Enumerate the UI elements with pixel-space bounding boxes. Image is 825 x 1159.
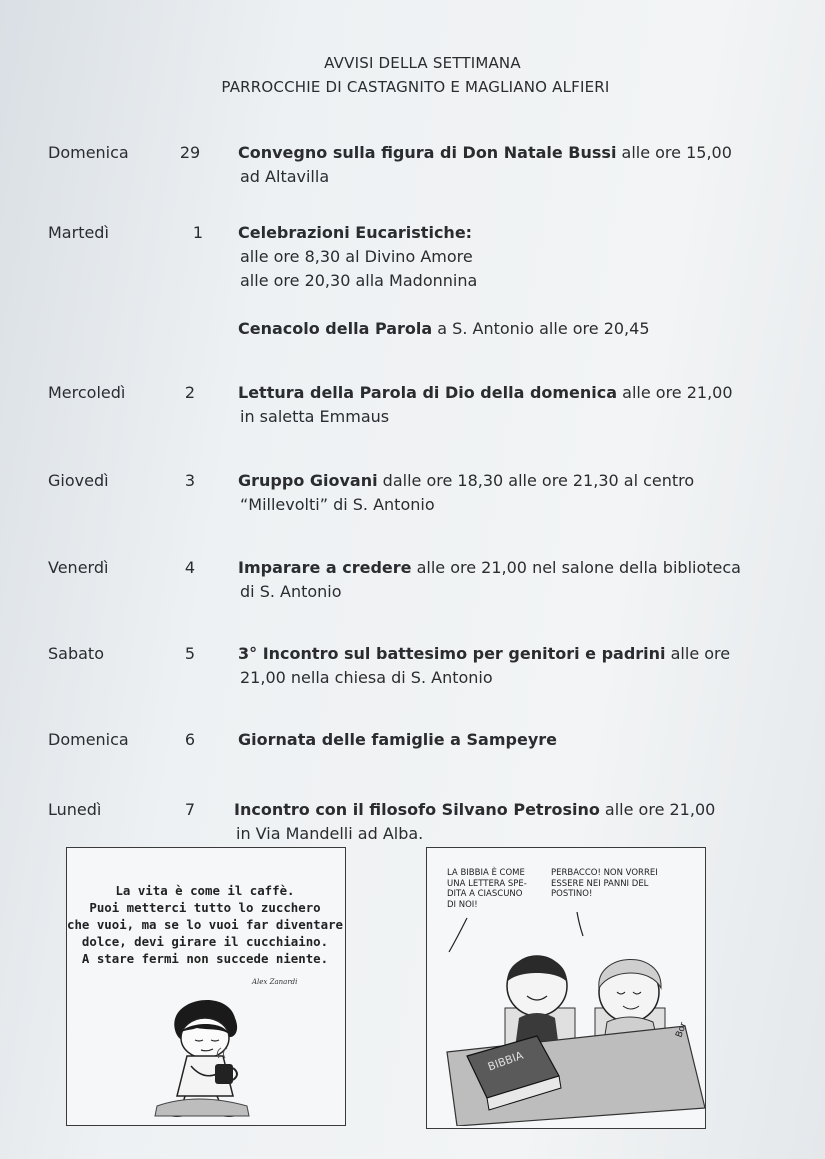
event-date: 2: [184, 383, 196, 402]
event-title: Incontro con il filosofo Silvano Petrosino: [234, 800, 600, 819]
event-description: [238, 381, 818, 429]
event-detail-line: ad Altavilla: [240, 167, 330, 186]
event-detail-line: di S. Antonio: [240, 582, 342, 601]
event-day: Domenica: [48, 143, 129, 162]
event-detail-line: “Millevolti” di S. Antonio: [240, 495, 435, 514]
event-title: 3° Incontro sul battesimo per genitori e padrini: [238, 644, 666, 663]
quote-line: Puoi metterci tutto lo zucchero: [89, 900, 321, 915]
event-description: [238, 469, 818, 517]
quote-line: che vuoi, ma se lo vuoi far diventare: [67, 917, 344, 932]
event-date: 29: [179, 143, 201, 162]
bubble-line: PERBACCO! NON VORREI: [551, 868, 658, 878]
event-description: [238, 642, 818, 690]
cartoon-bible-frame: [426, 847, 706, 1129]
quote-author: Alex Zanardi: [252, 978, 298, 986]
event-day: Martedì: [48, 223, 109, 242]
event-detail: alle ore 21,00 nel salone della biblioteca: [411, 558, 741, 577]
event-day: Sabato: [48, 644, 104, 663]
event-detail: dalle ore 18,30 alle ore 21,30 al centro: [377, 471, 695, 490]
bubble-line: DI NOI!: [447, 899, 478, 910]
artist-signature: Bor: [674, 1021, 690, 1040]
bubble-line: DITA A CIASCUNO: [447, 889, 523, 899]
event-description: [238, 141, 818, 189]
event-day: Venerdì: [48, 558, 109, 577]
event-description: [238, 556, 818, 604]
bible-cartoon-illustration: [427, 908, 705, 1126]
speech-bubble-right: [551, 868, 658, 900]
event-date: 7: [184, 800, 196, 819]
event-detail-line: alle ore 20,30 alla Madonnina: [240, 271, 478, 290]
event-detail: alle ore 21,00: [617, 383, 733, 402]
event-date: 5: [184, 644, 196, 663]
cartoon-quote: [67, 882, 343, 967]
event-detail: alle ore 15,00: [616, 143, 732, 162]
page-subtitle: PARROCCHIE DI CASTAGNITO E MAGLIANO ALFIERI: [221, 78, 610, 96]
lucy-illustration: [137, 988, 267, 1118]
event-day: Lunedì: [48, 800, 102, 819]
event-detail-line: in Via Mandelli ad Alba.: [236, 824, 424, 843]
event-detail-line: in saletta Emmaus: [240, 407, 390, 426]
event-date: 4: [184, 558, 196, 577]
event-detail-line: 21,00 nella chiesa di S. Antonio: [240, 668, 493, 687]
event-detail: a S. Antonio alle ore 20,45: [432, 319, 650, 338]
quote-line: A stare fermi non succede niente.: [81, 951, 329, 966]
event-detail-line: alle ore 8,30 al Divino Amore: [240, 247, 473, 266]
event-day: Domenica: [48, 730, 129, 749]
event-title: Lettura della Parola di Dio della domenica: [238, 383, 618, 402]
event-date: 6: [184, 730, 196, 749]
bubble-line: POSTINO!: [551, 889, 593, 899]
event-detail: alle ore 21,00: [599, 800, 716, 819]
event-day: Mercoledì: [48, 383, 126, 402]
bubble-line: UNA LETTERA SPE-: [447, 878, 527, 889]
bubble-line: ESSERE NEI PANNI DEL: [551, 878, 649, 889]
quote-line: La vita è come il caffè.: [115, 883, 295, 898]
event-detail: alle ore: [665, 644, 731, 663]
quote-line: dolce, devi girare il cucchiaino.: [81, 934, 329, 949]
event-title: Cenacolo della Parola: [238, 319, 433, 338]
page-title: AVVISI DELLA SETTIMANA: [324, 54, 521, 72]
event-date: 3: [184, 471, 196, 490]
event-description: [234, 798, 814, 846]
event-description: [238, 728, 818, 752]
event-description: [238, 221, 818, 341]
book-label: BIBBIA: [486, 1048, 525, 1074]
cartoon-lucy-frame: [66, 847, 346, 1126]
event-day: Giovedì: [48, 471, 109, 490]
event-title: Celebrazioni Eucaristiche:: [238, 223, 473, 242]
event-title: Giornata delle famiglie a Sampeyre: [238, 730, 557, 749]
speech-bubble-left: [447, 868, 527, 910]
event-title: Convegno sulla figura di Don Natale Bussi: [238, 143, 617, 162]
bubble-line: LA BIBBIA È COME: [447, 868, 525, 878]
event-date: 1: [192, 223, 204, 242]
event-title: Gruppo Giovani: [238, 471, 378, 490]
event-title: Imparare a credere: [238, 558, 412, 577]
